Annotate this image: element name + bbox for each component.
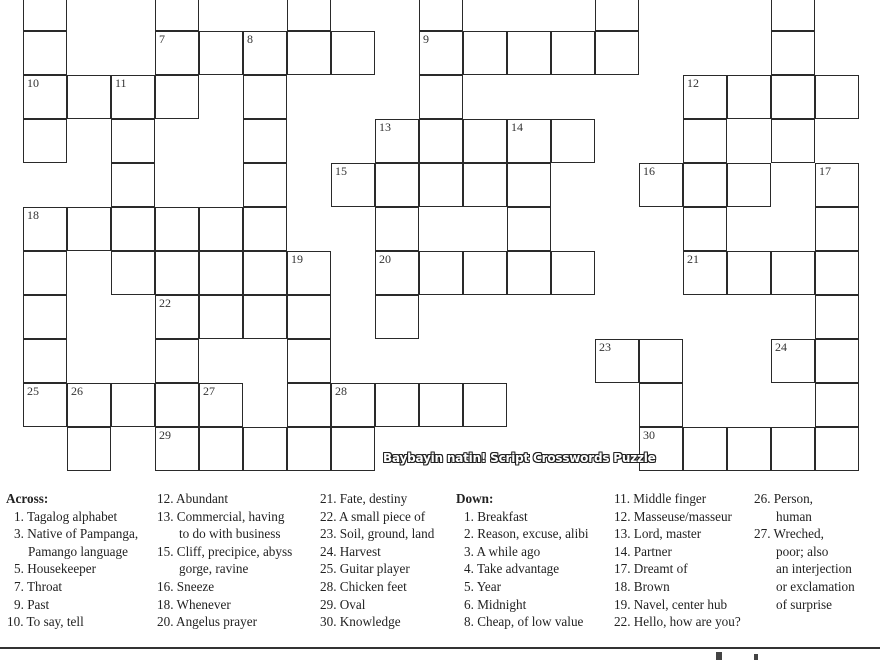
decorative-mark (754, 654, 758, 660)
grid-cell[interactable] (287, 31, 331, 75)
clue-item: 12. Abundant (157, 491, 229, 506)
grid-cell[interactable] (111, 163, 155, 207)
clue-item: 13. Commercial, having (157, 508, 285, 524)
cell-number: 11 (115, 76, 127, 90)
grid-cell[interactable] (463, 31, 507, 75)
grid-cell[interactable] (419, 0, 463, 31)
grid-cell[interactable] (683, 163, 727, 207)
grid-cell[interactable] (287, 339, 331, 383)
clue-item: 14. Partner (614, 543, 672, 559)
grid-cell[interactable] (243, 427, 287, 471)
clue-item: 12. Masseuse/masseur (614, 508, 732, 524)
grid-cell[interactable] (199, 427, 243, 471)
grid-cell[interactable] (375, 251, 419, 295)
grid-cell[interactable] (287, 251, 331, 295)
clue-item: 4. Take advantage (464, 561, 560, 577)
grid-cell[interactable] (111, 75, 155, 119)
cell-number: 25 (27, 384, 39, 398)
grid-cell[interactable] (199, 383, 243, 427)
cell-number: 23 (599, 340, 611, 354)
grid-cell[interactable] (683, 75, 727, 119)
clue-item: 8. Cheap, of low value (464, 614, 584, 630)
grid-cell[interactable] (331, 163, 375, 207)
grid-cell[interactable] (463, 119, 507, 163)
grid-cell[interactable] (67, 75, 111, 119)
down-heading: Down: (456, 491, 494, 506)
grid-cell[interactable] (67, 427, 111, 471)
grid-cell[interactable] (155, 31, 199, 75)
cell-number: 14 (511, 120, 523, 134)
across-clues-col2 (157, 490, 292, 631)
grid-cell[interactable] (23, 207, 67, 251)
grid-cell[interactable] (815, 339, 859, 383)
grid-cell[interactable] (815, 75, 859, 119)
cell-number: 29 (159, 428, 171, 442)
grid-cell[interactable] (111, 119, 155, 163)
cell-number: 12 (687, 76, 699, 90)
cell-number: 18 (27, 208, 39, 222)
cell-number: 8 (247, 32, 253, 46)
grid-cell[interactable] (331, 31, 375, 75)
grid-cell[interactable] (639, 383, 683, 427)
clue-item: poor; also (776, 543, 829, 559)
grid-cell[interactable] (815, 295, 859, 339)
clue-item: 3. A while ago (464, 543, 541, 559)
grid-cell[interactable] (155, 383, 199, 427)
grid-cell[interactable] (727, 163, 771, 207)
grid-cell[interactable] (287, 383, 331, 427)
puzzle-banner: Baybayin natin! Script Crosswords Puzzle (383, 451, 656, 465)
cell-number: 24 (775, 340, 787, 354)
grid-cell[interactable] (419, 31, 463, 75)
down-clues-col1 (456, 490, 589, 631)
clue-item: 7. Throat (14, 578, 63, 594)
grid-cell[interactable] (155, 207, 199, 251)
clue-item: 6. Midnight (464, 596, 527, 612)
grid-cell[interactable] (595, 31, 639, 75)
across-clues-col3 (320, 490, 434, 631)
grid-cell[interactable] (683, 119, 727, 163)
grid-cell[interactable] (199, 295, 243, 339)
clue-item: Pamango language (28, 543, 128, 559)
clue-item: 17. Dreamt of (614, 561, 688, 577)
cell-number: 7 (159, 32, 165, 46)
grid-cell[interactable] (815, 207, 859, 251)
grid-cell[interactable] (23, 0, 67, 31)
grid-cell[interactable] (551, 251, 595, 295)
cell-number: 26 (71, 384, 83, 398)
grid-cell[interactable] (771, 251, 815, 295)
clue-item: gorge, ravine (179, 561, 249, 577)
grid-cell[interactable] (507, 31, 551, 75)
grid-cell[interactable] (771, 427, 815, 471)
clue-item: 24. Harvest (320, 543, 381, 559)
grid-cell[interactable] (199, 207, 243, 251)
grid-cell[interactable] (639, 163, 683, 207)
cell-number: 30 (643, 428, 655, 442)
cell-number: 27 (203, 384, 215, 398)
cell-number: 15 (335, 164, 347, 178)
grid-cell[interactable] (419, 119, 463, 163)
clue-item: 11. Middle finger (614, 491, 707, 506)
clue-item: 25. Guitar player (320, 561, 410, 577)
clue-item: of surprise (776, 596, 833, 612)
cell-number: 22 (159, 296, 171, 310)
clue-item: 29. Oval (320, 596, 366, 612)
grid-cell[interactable] (771, 31, 815, 75)
grid-cell[interactable] (463, 163, 507, 207)
clue-item: 1. Tagalog alphabet (14, 508, 118, 524)
grid-cell[interactable] (419, 163, 463, 207)
grid-cell[interactable] (551, 119, 595, 163)
grid-cell[interactable] (155, 251, 199, 295)
clue-item: 3. Native of Pampanga, (14, 526, 139, 542)
grid-cell[interactable] (243, 207, 287, 251)
cell-number: 20 (379, 252, 391, 266)
clue-item: 15. Cliff, precipice, abyss (157, 543, 293, 559)
clue-item: 22. A small piece of (320, 508, 426, 524)
grid-cell[interactable] (507, 119, 551, 163)
across-clues-col1 (6, 490, 138, 631)
grid-cell[interactable] (771, 339, 815, 383)
clue-item: 18. Whenever (157, 596, 231, 612)
clue-item: 19. Navel, center hub (614, 596, 728, 612)
grid-cell[interactable] (375, 295, 419, 339)
grid-cell[interactable] (23, 31, 67, 75)
clue-item: 18. Brown (614, 578, 670, 594)
grid-cell[interactable] (419, 75, 463, 119)
grid-cell[interactable] (771, 119, 815, 163)
clue-item: 22. Hello, how are you? (614, 614, 741, 630)
grid-cell[interactable] (155, 427, 199, 471)
grid-cell[interactable] (595, 339, 639, 383)
grid-cell[interactable] (727, 75, 771, 119)
grid-cell[interactable] (375, 383, 419, 427)
grid-cell[interactable] (155, 75, 199, 119)
grid-cell[interactable] (155, 295, 199, 339)
grid-cell[interactable] (243, 31, 287, 75)
clue-item: 5. Year (464, 578, 501, 594)
grid-cell[interactable] (463, 251, 507, 295)
grid-cell[interactable] (199, 251, 243, 295)
cell-number: 21 (687, 252, 699, 266)
grid-cell[interactable] (331, 427, 375, 471)
grid-cell[interactable] (683, 207, 727, 251)
grid-cell[interactable] (331, 383, 375, 427)
grid-cell[interactable] (67, 207, 111, 251)
grid-cell[interactable] (683, 427, 727, 471)
cell-number: 13 (379, 120, 391, 134)
grid-cell[interactable] (287, 295, 331, 339)
grid-cell[interactable] (287, 0, 331, 31)
grid-cell[interactable] (23, 383, 67, 427)
grid-cell[interactable] (771, 0, 815, 31)
clue-item: 27. Wreched, (754, 526, 824, 542)
across-heading: Across: (6, 491, 49, 506)
down-clues-col3 (754, 490, 855, 613)
cell-number: 16 (643, 164, 655, 178)
grid-cell[interactable] (287, 427, 331, 471)
grid-cell[interactable] (243, 295, 287, 339)
grid-cell[interactable] (243, 75, 287, 119)
bottom-rule (0, 647, 880, 649)
grid-cell[interactable] (111, 207, 155, 251)
grid-cell[interactable] (243, 251, 287, 295)
clue-item: 10. To say, tell (7, 614, 84, 630)
grid-cell[interactable] (419, 383, 463, 427)
grid-cell[interactable] (727, 251, 771, 295)
decorative-mark (716, 652, 722, 660)
grid-cell[interactable] (507, 251, 551, 295)
cell-number: 28 (335, 384, 347, 398)
clue-item: 21. Fate, destiny (320, 491, 408, 506)
grid-cell[interactable] (199, 31, 243, 75)
clue-item: 5. Housekeeper (14, 561, 97, 577)
grid-cell[interactable] (23, 75, 67, 119)
grid-cell[interactable] (815, 163, 859, 207)
clue-item: 1. Breakfast (464, 508, 528, 524)
grid-cell[interactable] (815, 427, 859, 471)
clue-item: 2. Reason, excuse, alibi (464, 526, 589, 542)
grid-cell[interactable] (507, 207, 551, 251)
grid-cell[interactable] (67, 383, 111, 427)
grid-cell[interactable] (23, 339, 67, 383)
grid-cell[interactable] (815, 251, 859, 295)
clue-item: 9. Past (14, 596, 50, 612)
clue-item: 30. Knowledge (320, 614, 401, 630)
clue-item: 23. Soil, ground, land (320, 526, 435, 542)
grid-cell[interactable] (551, 31, 595, 75)
grid-cell[interactable] (375, 163, 419, 207)
grid-cell[interactable] (111, 383, 155, 427)
grid-cell[interactable] (111, 251, 155, 295)
grid-cell[interactable] (23, 119, 67, 163)
clue-item: 16. Sneeze (157, 578, 215, 594)
clue-item: or exclamation (776, 578, 855, 594)
clue-item: 28. Chicken feet (320, 578, 407, 594)
cell-number: 9 (423, 32, 429, 46)
down-clues-col2 (614, 490, 741, 631)
grid-cell[interactable] (639, 339, 683, 383)
cell-number: 17 (819, 164, 831, 178)
grid-cell[interactable] (595, 0, 639, 31)
clue-item: 26. Person, (754, 491, 813, 506)
grid-cell[interactable] (375, 119, 419, 163)
clue-item: to do with business (179, 526, 281, 542)
grid-cell[interactable] (155, 339, 199, 383)
clue-item: human (776, 508, 812, 524)
cell-number: 10 (27, 76, 39, 90)
grid-cell[interactable] (771, 75, 815, 119)
clue-item: 13. Lord, master (614, 526, 702, 542)
clue-item: 20. Angelus prayer (157, 614, 257, 630)
clue-item: an interjection (776, 561, 852, 577)
grid-cell[interactable] (507, 163, 551, 207)
grid-cell[interactable] (683, 251, 727, 295)
grid-cell[interactable] (727, 427, 771, 471)
grid-cell[interactable] (243, 119, 287, 163)
grid-cell[interactable] (23, 251, 67, 295)
grid-cell[interactable] (419, 251, 463, 295)
grid-cell[interactable] (375, 207, 419, 251)
cell-number: 19 (291, 252, 303, 266)
grid-cell[interactable] (815, 383, 859, 427)
grid-cell[interactable] (23, 295, 67, 339)
grid-cell[interactable] (155, 0, 199, 31)
grid-cell[interactable] (463, 383, 507, 427)
grid-cell[interactable] (243, 163, 287, 207)
